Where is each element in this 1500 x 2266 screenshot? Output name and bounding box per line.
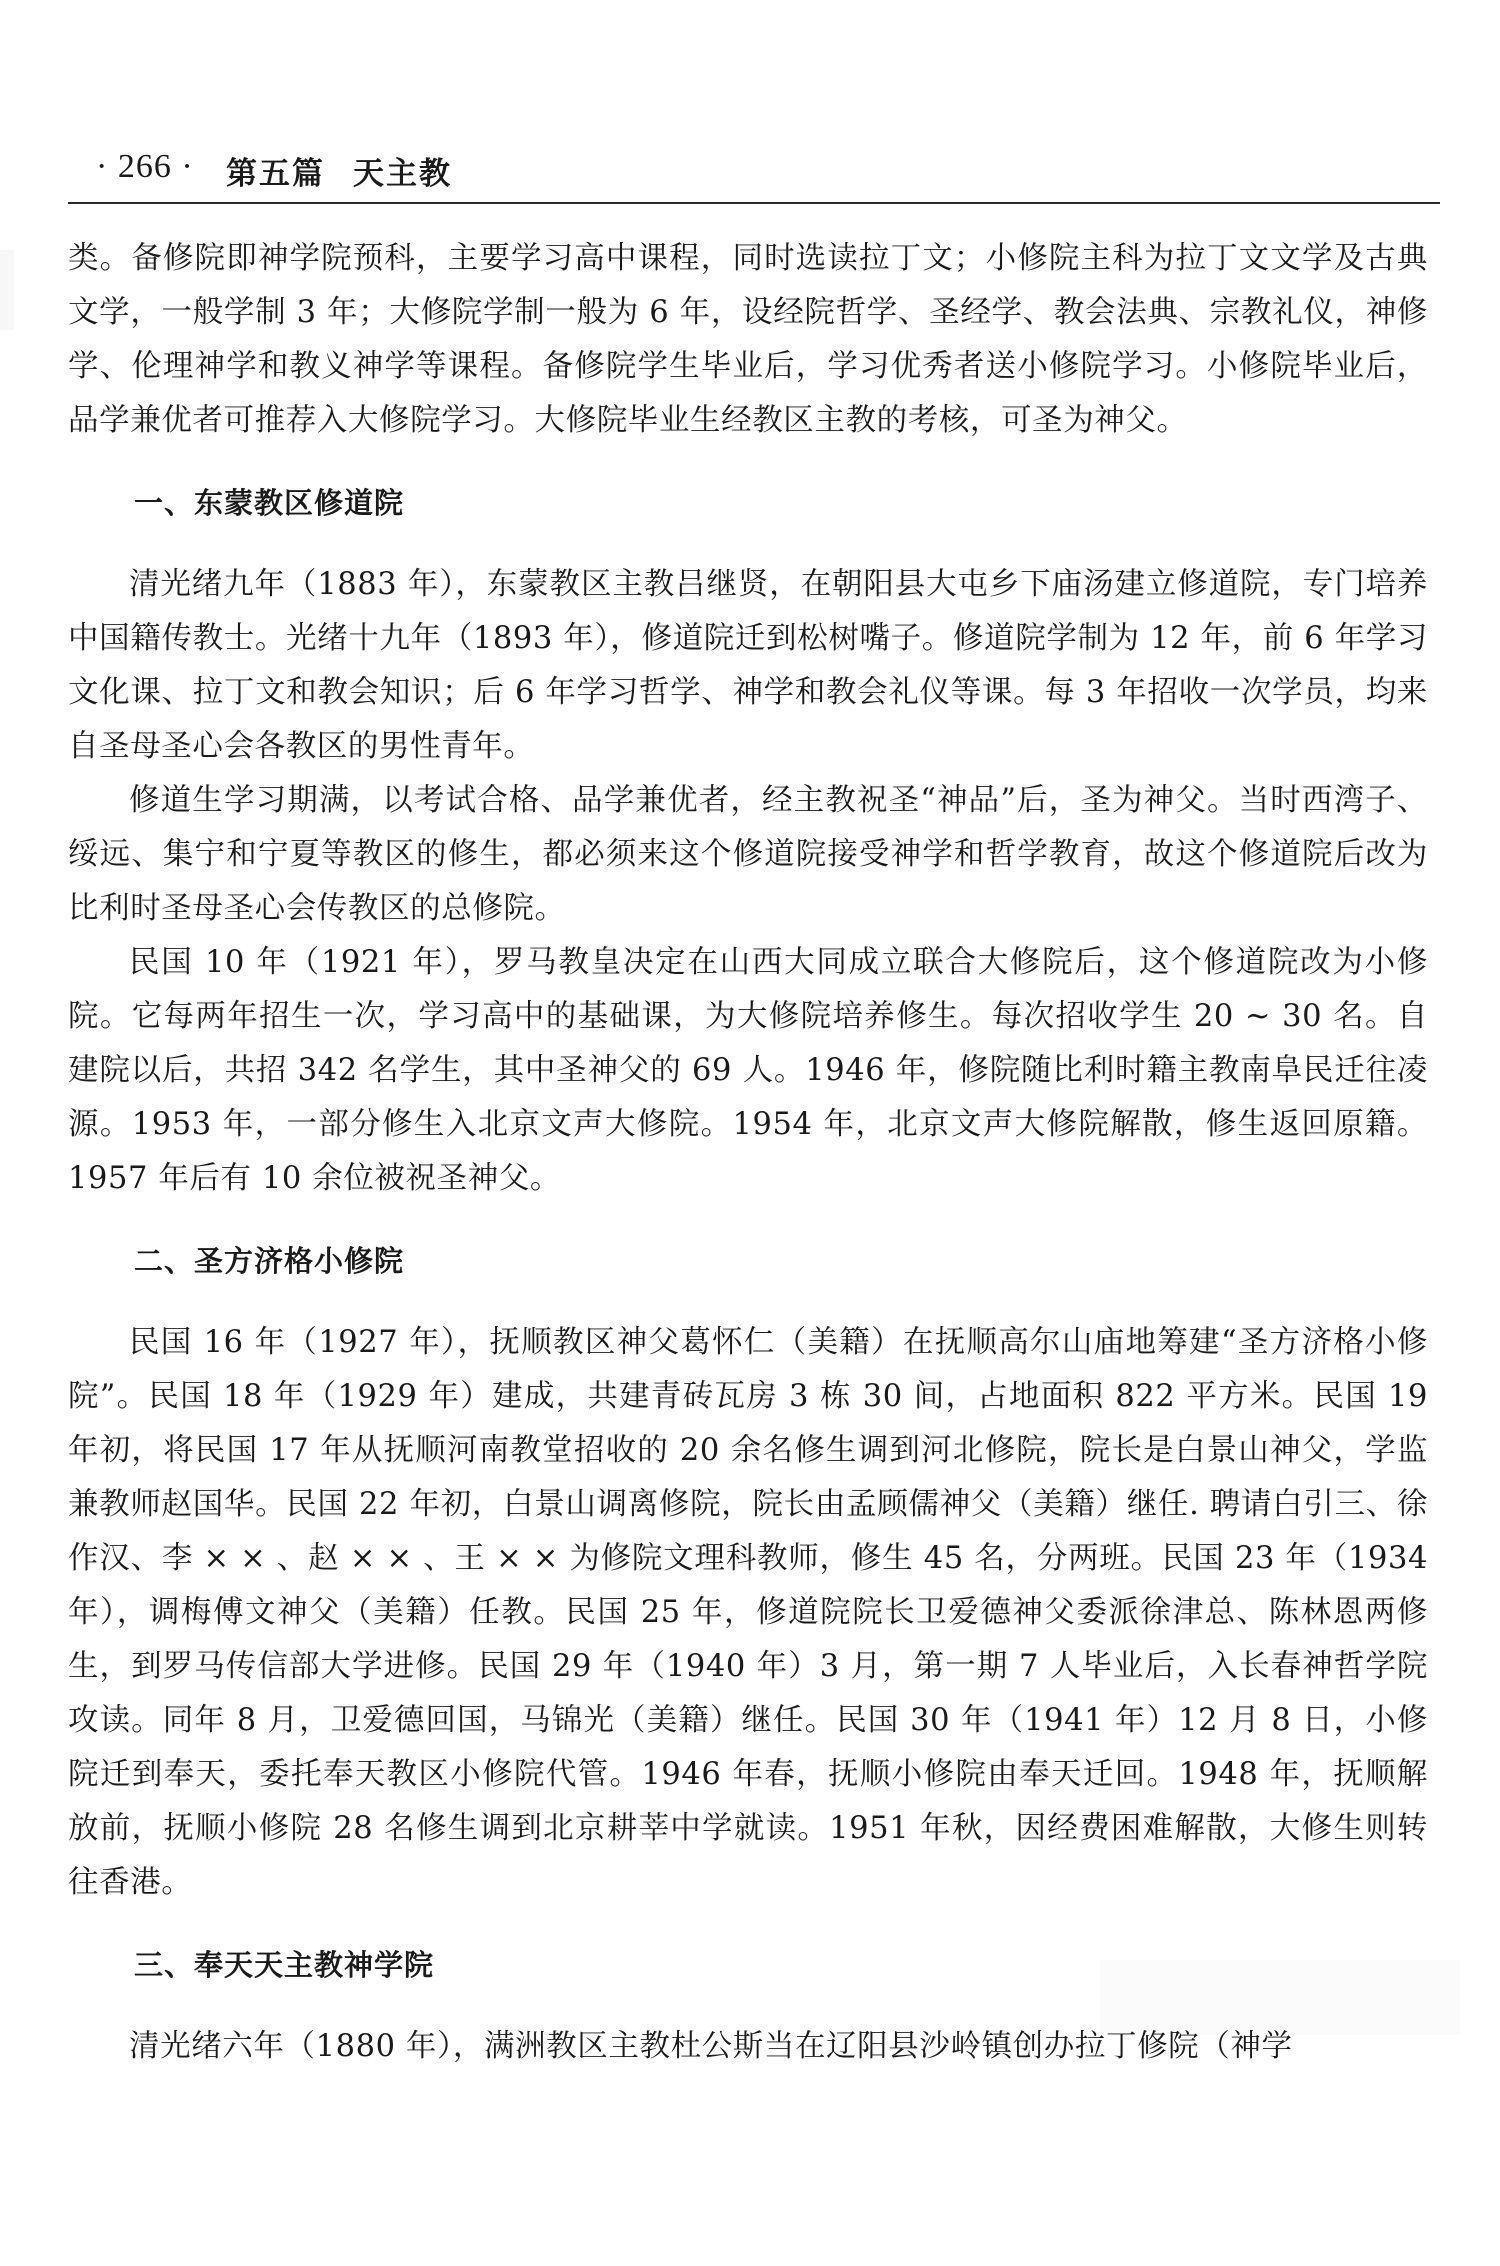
scan-artifact [0, 250, 14, 330]
page-body [68, 232, 1428, 2074]
paragraph: 清光绪九年（1883 年），东蒙教区主教吕继贤，在朝阳县大屯乡下庙汤建立修道院，专门培养中国籍传教士。光绪十九年（1893 年），修道院迁到松树嘴子。修道院学制为 12 年，前 6 年学习文化课、拉丁文和教会知识；后 6 年学习哲学、神学和教会礼仪等课。每 3 年招收一次学员，均来自圣母圣心会各教区的男性青年。 [68, 567, 1428, 764]
paragraph: 修道生学习期满，以考试合格、品学兼优者，经主教祝圣“神品”后，圣为神父。当时西湾子、绥远、集宁和宁夏等教区的修生，都必须来这个修道院接受神学和哲学教育，故这个修道院后改为比利时圣母圣心会传教区的总修院。 [68, 783, 1428, 926]
paragraph: 清光绪六年（1880 年），满洲教区主教杜公斯当在辽阳县沙岭镇创办拉丁修院（神学 [129, 2029, 1293, 2064]
section-heading: 二、圣方济格小修院 [134, 1244, 405, 1278]
part-title: 天主教 [353, 156, 452, 192]
section-st-francis-minor-seminary [68, 1234, 1428, 1910]
intro-paragraph: 类。备修院即神学院预科，主要学习高中课程，同时选读拉丁文；小修院主科为拉丁文文学及古典文学，一般学制 3 年；大修院学制一般为 6 年，设经院哲学、圣经学、教会法典、宗教礼仪，神修学、伦理神学和教义神学等课程。备修院学生毕业后，学习优秀者送小修院学习。小修院毕业后，品学兼优者可推荐入大修院学习。大修院毕业生经教区主教的考核，可圣为神父。 [68, 241, 1428, 438]
page-number: · 266 · [96, 148, 194, 185]
paragraph: 民国 10 年（1921 年），罗马教皇决定在山西大同成立联合大修院后，这个修道院改为小修院。它每两年招生一次，学习高中的基础课，为大修院培养修生。每次招收学生 20 ~ 30 名。自建院以后，共招 342 名学生，其中圣神父的 69 人。1946 年，修院随比利时籍主教南阜民迁往凌源。1953 年，一部分修生入北京文声大修院。1954 年，北京文声大修院解散，修生返回原籍。1957 年后有 10 余位被祝圣神父。 [68, 945, 1428, 1196]
section-dongmeng-seminary [68, 476, 1428, 1206]
paragraph: 民国 16 年（1927 年），抚顺教区神父葛怀仁（美籍）在抚顺高尔山庙地筹建“圣方济格小修院”。民国 18 年（1929 年）建成，共建青砖瓦房 3 栋 30 间，占地面积 822 平方米。民国 19 年初，将民国 17 年从抚顺河南教堂招收的 20 余名修生调到河北修院，院长是白景山神父，学监兼教师赵国华。民国 22 年初，白景山调离修院，院长由孟顾儒神父（美籍）继任. 聘请白引三、徐作汉、李 × × 、赵 × × 、王 × × 为修院文理科教师，修生 45 名，分两班。民国 23 年（1934 年），调梅傅文神父（美籍）任教。民国 25 年，修道院院长卫爱德神父委派徐津总、陈林恩两修生，到罗马传信部大学进修。民国 29 年（1940 年）3 月，第一期 7 人毕业后，入长春神哲学院攻读。同年 8 月，卫爱德回国，马锦光（美籍）继任。民国 30 年（1941 年）12 月 8 日，小修院迁到奉天，委托奉天教区小修院代管。1946 年春，抚顺小修院由奉天迁回。1948 年，抚顺解放前，抚顺小修院 28 名修生调到北京耕莘中学就读。1951 年秋，因经费困难解散，大修生则转往香港。 [68, 1325, 1428, 1900]
running-title [226, 148, 452, 193]
section-fengtian-seminary [68, 1938, 1428, 2074]
part-label: 第五篇 [226, 156, 325, 192]
section-heading: 一、东蒙教区修道院 [134, 486, 405, 520]
section-heading: 三、奉天天主教神学院 [134, 1948, 435, 1982]
running-header [68, 144, 1440, 204]
